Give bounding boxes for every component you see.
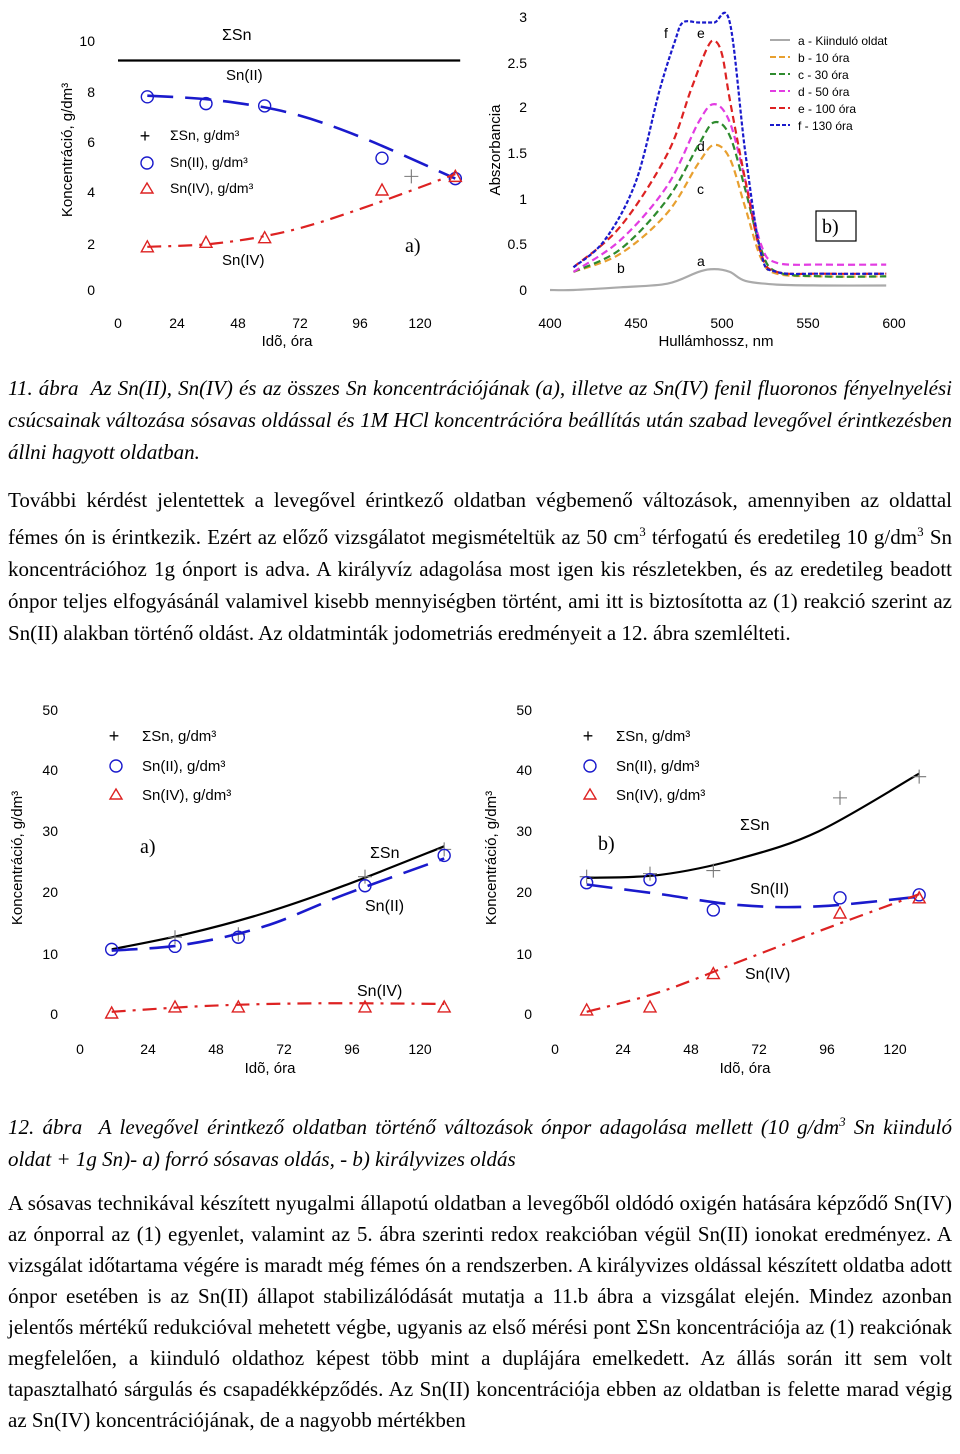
curve-letter: a bbox=[697, 253, 705, 269]
series-fit-line bbox=[112, 1003, 445, 1012]
data-point-circle bbox=[834, 892, 846, 904]
annot-sn4: Sn(IV) bbox=[745, 966, 791, 983]
legend bbox=[109, 726, 231, 804]
x-tick-label: 0 bbox=[114, 315, 122, 331]
x-tick-label: 96 bbox=[344, 1041, 360, 1057]
curve-letter: b bbox=[617, 260, 625, 276]
curve-letter: e bbox=[697, 25, 705, 41]
legend-entry: Sn(II), g/dm³ bbox=[616, 758, 700, 775]
annot-sn2: Sn(II) bbox=[226, 67, 263, 84]
chart-12a-xticks bbox=[76, 1041, 432, 1057]
data-point-plus bbox=[404, 169, 418, 183]
chart-11a-ylabel: Koncentráció, g/dm³ bbox=[59, 82, 76, 218]
caption-11-text: Az Sn(II), Sn(IV) és az összes Sn koncentrációjának (a), illetve az Sn(IV) fenil fluoronos fényelnyelési csúcsainak változása sósavas oldással és 1M HCl koncentrációra beállítás után szabad levegővel érintkezésben állni hagyott oldatban. bbox=[8, 376, 953, 464]
y-tick-label: 2 bbox=[519, 99, 527, 115]
x-tick-label: 600 bbox=[882, 315, 906, 331]
x-tick-label: 96 bbox=[819, 1041, 835, 1057]
chart-12b-yticks bbox=[516, 702, 532, 1022]
chart-12a-yticks bbox=[42, 702, 58, 1022]
legend-entry: ΣSn, g/dm³ bbox=[170, 127, 240, 143]
annot-sum: ΣSn bbox=[740, 817, 770, 834]
spectrum-line bbox=[550, 269, 886, 290]
y-tick-label: 10 bbox=[42, 946, 58, 962]
y-tick-label: 2.5 bbox=[507, 55, 527, 71]
y-tick-label: 50 bbox=[516, 702, 532, 718]
curve-letter: f bbox=[664, 25, 668, 41]
annot-sum: ΣSn bbox=[222, 27, 252, 44]
legend-entry: b - 10 óra bbox=[798, 51, 850, 65]
data-point-circle bbox=[707, 904, 719, 916]
chart-11b-xticks bbox=[538, 315, 906, 331]
text-run: A levegővel érintkező oldatban történő változások ónpor adagolása mellett (10 g/dm bbox=[98, 1115, 840, 1139]
legend-entry: ΣSn, g/dm³ bbox=[616, 728, 691, 745]
chart-11a-xlabel: Idõ, óra bbox=[261, 333, 313, 350]
x-tick-label: 48 bbox=[230, 315, 246, 331]
legend-entry: Sn(II), g/dm³ bbox=[142, 758, 226, 775]
legend-marker-triangle bbox=[584, 789, 596, 799]
caption-11-number: 11. ábra bbox=[8, 376, 79, 400]
figure-11 bbox=[0, 0, 960, 360]
chart-12b bbox=[483, 702, 926, 1077]
y-tick-label: 10 bbox=[516, 946, 532, 962]
caption-12-number: 12. ábra bbox=[8, 1115, 83, 1139]
legend-marker-plus: + bbox=[108, 726, 120, 746]
legend-entry: Sn(IV), g/dm³ bbox=[142, 787, 232, 804]
legend bbox=[140, 126, 254, 196]
legend bbox=[770, 34, 888, 133]
paragraph-1 bbox=[8, 484, 952, 649]
figure-12 bbox=[0, 690, 960, 1080]
y-tick-label: 20 bbox=[42, 884, 58, 900]
legend-entry: Sn(IV), g/dm³ bbox=[616, 787, 706, 804]
x-tick-label: 48 bbox=[683, 1041, 699, 1057]
data-point-triangle bbox=[232, 1001, 244, 1012]
chart-12b-xlabel: Idõ, óra bbox=[719, 1060, 771, 1077]
y-tick-label: 50 bbox=[42, 702, 58, 718]
x-tick-label: 120 bbox=[408, 315, 432, 331]
y-tick-label: 30 bbox=[42, 823, 58, 839]
chart-12b-ylabel: Koncentráció, g/dm³ bbox=[483, 790, 500, 926]
x-tick-label: 450 bbox=[624, 315, 648, 331]
x-tick-label: 120 bbox=[883, 1041, 907, 1057]
legend-marker-circle bbox=[141, 157, 153, 169]
legend-entry: Sn(II), g/dm³ bbox=[170, 154, 248, 170]
panel-label: b) bbox=[598, 833, 615, 855]
y-tick-label: 1 bbox=[519, 191, 527, 207]
text-run: Sn kiinduló oldat + 1g Sn)- a) forró sósavas oldás, - b) királyvizes oldás bbox=[8, 1115, 952, 1171]
x-tick-label: 24 bbox=[615, 1041, 631, 1057]
x-tick-label: 24 bbox=[169, 315, 185, 331]
y-tick-label: 0 bbox=[50, 1006, 58, 1022]
legend-marker-plus: + bbox=[582, 726, 594, 746]
x-tick-label: 72 bbox=[751, 1041, 767, 1057]
annot-sn2: Sn(II) bbox=[750, 881, 790, 898]
x-tick-label: 48 bbox=[208, 1041, 224, 1057]
legend-entry: a - Kiinduló oldat bbox=[798, 34, 888, 48]
x-tick-label: 72 bbox=[276, 1041, 292, 1057]
legend-marker-circle bbox=[110, 760, 122, 772]
superscript: 3 bbox=[917, 524, 924, 539]
panel-label: a) bbox=[140, 836, 156, 858]
superscript: 3 bbox=[839, 1114, 846, 1129]
y-tick-label: 40 bbox=[42, 762, 58, 778]
panel-label: b) bbox=[822, 216, 839, 238]
y-tick-label: 2 bbox=[87, 236, 95, 252]
superscript: 3 bbox=[639, 524, 646, 539]
data-point-plus bbox=[833, 791, 847, 805]
y-tick-label: 20 bbox=[516, 884, 532, 900]
chart-11a bbox=[59, 27, 461, 350]
caption-11 bbox=[8, 372, 952, 468]
chart-11b bbox=[487, 9, 906, 350]
data-point-circle bbox=[259, 100, 271, 112]
x-tick-label: 0 bbox=[551, 1041, 559, 1057]
y-tick-label: 8 bbox=[87, 84, 95, 100]
chart-11a-yticks bbox=[79, 33, 95, 298]
panel-label: a) bbox=[405, 235, 421, 257]
y-tick-label: 3 bbox=[519, 9, 527, 25]
annot-sn2: Sn(II) bbox=[365, 898, 405, 915]
y-tick-label: 40 bbox=[516, 762, 532, 778]
text-run: A sósavas technikával készített nyugalmi állapotú oldatban a levegőből oldódó oxigén hatására képződő Sn(IV) az ónporral az (1) egyenlet, valamint az 5. ábra szerinti redox reakcióban végül Sn(II) ionokat eredményez. A vizsgálat időtartama végére is maradt még fémes ón a rendszerben. A királyvizes oldással készített oldatba adott ónpor esetében is az Sn(II) állapot stabilizálódását mutatja a 11.b ábra a vizsgálat elején. Mindez azonban jelentős mértékű redukcióval mehetett végbe, ugyanis az első mérési pont ΣSn koncentrációja az (1) reakciónak megfelelően, a kiinduló oldathoz képest több mint a duplájára emelkedett. Az állás során itt sem volt tapasztalható sárgulás és csapadékképződés. Az Sn(II) koncentrációja ebben az oldatban is felette marad végig az Sn(IV) koncentrációjának, de a nagyobb mértékben bbox=[8, 1191, 952, 1432]
x-tick-label: 96 bbox=[352, 315, 368, 331]
x-tick-label: 500 bbox=[710, 315, 734, 331]
caption-12 bbox=[8, 1106, 952, 1175]
y-tick-label: 1.5 bbox=[507, 145, 527, 161]
data-point-circle bbox=[376, 152, 388, 164]
data-point-plus bbox=[912, 770, 926, 784]
y-tick-label: 6 bbox=[87, 134, 95, 150]
data-point-triangle bbox=[259, 232, 271, 243]
annot-sn4: Sn(IV) bbox=[357, 983, 403, 1000]
chart-12b-xticks bbox=[551, 1041, 907, 1057]
data-point-triangle bbox=[644, 1001, 656, 1012]
x-tick-label: 550 bbox=[796, 315, 820, 331]
text-run: További kérdést jelentettek a levegővel érintkező oldatban végbemenő változások, amennyiben az oldattal fémes ón is érintkezik. Ezért az előző vizsgálatot megismételtük az 50 cm bbox=[8, 488, 952, 549]
legend-entry: ΣSn, g/dm³ bbox=[142, 728, 217, 745]
annot-sum: ΣSn bbox=[370, 845, 400, 862]
curve-letter: c bbox=[697, 181, 704, 197]
chart-12a-xlabel: Idõ, óra bbox=[244, 1060, 296, 1077]
legend-marker-circle bbox=[584, 760, 596, 772]
y-tick-label: 0 bbox=[524, 1006, 532, 1022]
paragraph-2 bbox=[8, 1188, 952, 1436]
y-tick-label: 0 bbox=[87, 282, 95, 298]
y-tick-label: 30 bbox=[516, 823, 532, 839]
y-tick-label: 10 bbox=[79, 33, 95, 49]
legend-marker-plus: + bbox=[139, 126, 151, 146]
x-tick-label: 72 bbox=[292, 315, 308, 331]
legend-entry: e - 100 óra bbox=[798, 102, 857, 116]
curve-letter: d bbox=[697, 138, 705, 154]
data-point-triangle bbox=[376, 184, 388, 195]
legend-entry: d - 50 óra bbox=[798, 85, 850, 99]
legend-entry: c - 30 óra bbox=[798, 68, 849, 82]
x-tick-label: 0 bbox=[76, 1041, 84, 1057]
curve-letters bbox=[617, 25, 705, 276]
chart-12a bbox=[9, 702, 451, 1077]
legend-marker-triangle bbox=[141, 183, 153, 193]
legend-marker-triangle bbox=[110, 789, 122, 799]
legend-entry: f - 130 óra bbox=[798, 119, 853, 133]
x-tick-label: 400 bbox=[538, 315, 562, 331]
x-tick-label: 24 bbox=[140, 1041, 156, 1057]
chart-11b-ylabel: Abszorbancia bbox=[487, 104, 504, 196]
legend bbox=[583, 726, 705, 804]
data-point-triangle bbox=[438, 1001, 450, 1012]
y-tick-label: 4 bbox=[87, 184, 95, 200]
text-run: térfogatú és eredetileg 10 g/dm bbox=[645, 525, 918, 549]
chart-11b-yticks bbox=[508, 9, 528, 298]
x-tick-label: 120 bbox=[408, 1041, 432, 1057]
chart-12a-ylabel: Koncentráció, g/dm³ bbox=[9, 790, 26, 926]
annot-sn4: Sn(IV) bbox=[222, 252, 265, 269]
y-tick-label: 0 bbox=[519, 282, 527, 298]
y-tick-label: 0.5 bbox=[507, 236, 527, 252]
series-fit-line bbox=[587, 894, 920, 1012]
chart-11a-xticks bbox=[114, 315, 432, 331]
text-run: Sn koncentrációhoz 1g ónport is adva. A királyvíz adagolása most igen kis részletekben, és az eredetileg beadott ónpor teljes elfogyásánál valamivel kisebb mennyiségben történt, ami itt is biztosította az (1) reakció szerint az Sn(II) alakban történő oldást. Az oldatminták jodometriás eredményeit a 12. ábra szemlélteti. bbox=[8, 525, 953, 645]
chart-11b-xlabel: Hullámhossz, nm bbox=[658, 333, 774, 350]
legend-entry: Sn(IV), g/dm³ bbox=[170, 180, 254, 196]
data-point-triangle bbox=[834, 907, 846, 918]
data-point-triangle bbox=[581, 1004, 593, 1015]
